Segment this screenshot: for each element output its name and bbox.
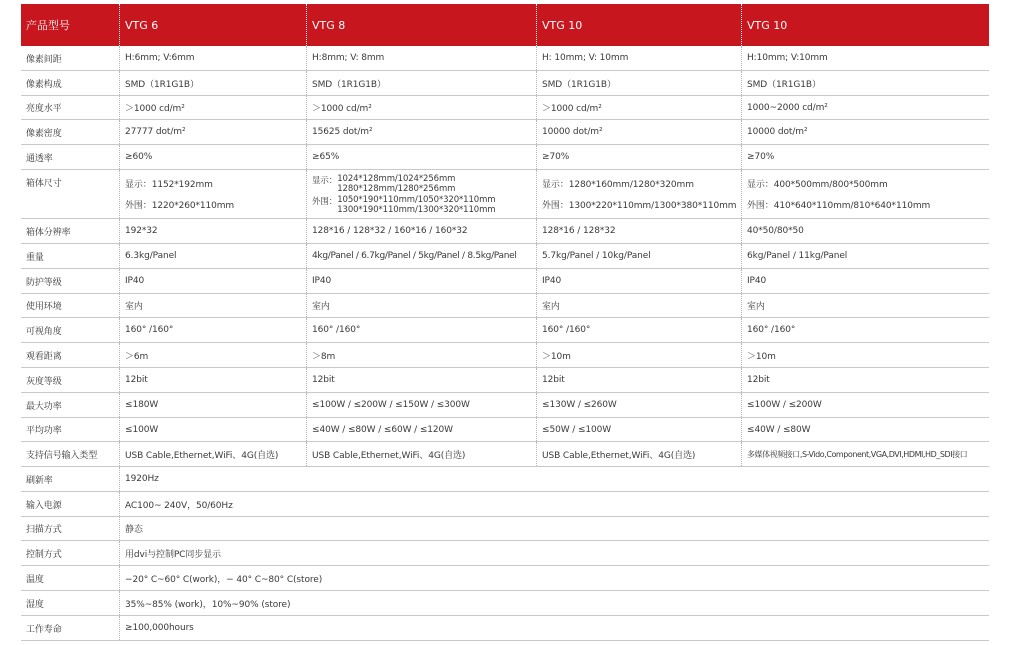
cell-value: USB Cable,Ethernet,WiFi、4G(自选) [306, 442, 536, 466]
cell-value: 160° /160° [119, 318, 306, 342]
row-weight [21, 244, 989, 269]
row-temperature [21, 566, 989, 591]
cell-value: 1920Hz [119, 467, 989, 491]
row-max-power [21, 393, 989, 418]
row-label: 使用环境 [26, 302, 62, 312]
cell-value: 6.3kg/Panel [119, 244, 306, 268]
cell-value: USB Cable,Ethernet,WiFi、4G(自选) [536, 442, 741, 466]
row-humidity [21, 591, 989, 616]
cell-value: 4kg/Panel / 6.7kg/Panel / 5kg/Panel / 8.5kg/Panel [306, 244, 536, 268]
row-label: 通透率 [26, 153, 53, 164]
row-label: 湿度 [26, 599, 44, 610]
cell-value: ≥70% [741, 145, 989, 169]
row-box-resolution [21, 219, 989, 244]
cell-value: IP40 [741, 269, 989, 293]
header-model-vtg8: VTG 8 [306, 4, 536, 46]
outer-size: 外围：1220*260*110mm [125, 201, 235, 211]
row-label: 温度 [26, 574, 44, 585]
row-control-mode [21, 541, 989, 566]
cell-value: H:6mm; V:6mm [119, 46, 306, 70]
header-model-vtg6: VTG 6 [119, 4, 306, 46]
row-brightness [21, 96, 989, 120]
outer-size-line: 1050*190*110mm/1050*320*110mm [337, 194, 496, 205]
cell-value: 12bit [536, 368, 741, 392]
row-environment [21, 294, 989, 318]
display-size-group [312, 174, 455, 194]
cell-value: H: 10mm; V: 10mm [536, 46, 741, 70]
header-label: 产品型号 [26, 19, 70, 32]
cell-value: 静态 [119, 517, 989, 540]
display-size: 显示：400*500mm/800*500mm [747, 180, 888, 190]
row-label: 亮度水平 [26, 104, 62, 114]
cell-value: 160° /160° [536, 318, 741, 342]
cell-value: 10000 dot/m² [741, 120, 989, 144]
display-size-line: 1024*128mm/1024*256mm [337, 173, 456, 184]
cell-value: IP40 [536, 269, 741, 293]
row-label: 工作寿命 [26, 624, 62, 635]
row-viewing-distance [21, 343, 989, 368]
row-label: 像素密度 [26, 128, 62, 139]
cell-box-size-vtg8 [306, 170, 536, 218]
cell-value: ≤40W / ≤80W [741, 418, 989, 441]
cell-value: 5.7kg/Panel / 10kg/Panel [536, 244, 741, 268]
row-power-input [21, 492, 989, 517]
cell-value: 10000 dot/m² [536, 120, 741, 144]
display-size: 显示：1280*160mm/1280*320mm [542, 180, 694, 190]
cell-value: −20° C~60° C(work)，− 40° C~80° C(store) [119, 566, 989, 590]
cell-value: SMD（1R1G1B） [536, 71, 741, 95]
cell-value: SMD（1R1G1B） [741, 71, 989, 95]
cell-value: H:8mm; V: 8mm [306, 46, 536, 70]
cell-value: 12bit [119, 368, 306, 392]
row-label: 像素构成 [26, 79, 62, 90]
outer-size-group [312, 195, 495, 215]
cell-value: ≤180W [119, 393, 306, 417]
cell-value: SMD（1R1G1B） [119, 71, 306, 95]
cell-value: ≤100W / ≤200W [741, 393, 989, 417]
row-label: 像素间距 [26, 54, 62, 65]
row-label: 防护等级 [26, 277, 62, 288]
cell-value: 128*16 / 128*32 [536, 219, 741, 243]
outer-size: 外围：410*640*110mm/810*640*110mm [747, 201, 931, 211]
display-size: 显示：1152*192mm [125, 180, 213, 190]
cell-value: ≤100W [119, 418, 306, 441]
spec-table [21, 4, 989, 641]
outer-size-line: 1300*190*110mm/1300*320*110mm [337, 204, 496, 215]
row-avg-power [21, 418, 989, 442]
cell-value: 192*32 [119, 219, 306, 243]
cell-value: H:10mm; V:10mm [741, 46, 989, 70]
cell-value: ＞10m [741, 343, 989, 367]
row-lifespan [21, 616, 989, 641]
row-label: 重量 [26, 252, 44, 263]
row-grayscale [21, 368, 989, 393]
cell-value: 室内 [536, 294, 741, 317]
row-label: 输入电源 [26, 500, 62, 511]
cell-box-size-vtg10-b [741, 170, 989, 218]
row-box-size [21, 170, 989, 219]
cell-value: ＞1000 cd/m² [119, 96, 306, 119]
display-size-line: 1280*128mm/1280*256mm [337, 183, 456, 194]
row-pixel-density [21, 120, 989, 145]
row-viewing-angle [21, 318, 989, 343]
outer-prefix: 外围： [312, 196, 338, 207]
cell-value: ＞1000 cd/m² [306, 96, 536, 119]
row-label: 箱体分辨率 [26, 227, 71, 238]
cell-value: IP40 [119, 269, 306, 293]
cell-value: 1000~2000 cd/m² [741, 96, 989, 119]
cell-value: ＞1000 cd/m² [536, 96, 741, 119]
outer-size: 外围：1300*220*110mm/1300*380*110mm [542, 201, 737, 211]
row-transparency [21, 145, 989, 170]
cell-value: 12bit [741, 368, 989, 392]
cell-value: ≥60% [119, 145, 306, 169]
row-label: 平均功率 [26, 426, 62, 436]
cell-value: 多媒体视频接口,S-Vido,Component,VGA,DVI,HDMI,HD_SDI接口 [741, 442, 989, 466]
cell-value: 160° /160° [306, 318, 536, 342]
row-label: 灰度等级 [26, 376, 62, 387]
table-header [21, 4, 989, 46]
cell-value: ＞8m [306, 343, 536, 367]
cell-value: ≤100W / ≤200W / ≤150W / ≤300W [306, 393, 536, 417]
cell-value: ≥65% [306, 145, 536, 169]
cell-value: USB Cable,Ethernet,WiFi、4G(自选) [119, 442, 306, 466]
cell-value: ≤50W / ≤100W [536, 418, 741, 441]
row-label: 扫描方式 [26, 525, 62, 535]
cell-value: 用dvi与控制PC同步显示 [119, 541, 989, 565]
cell-value: IP40 [306, 269, 536, 293]
row-signal-input [21, 442, 989, 467]
cell-value: 室内 [306, 294, 536, 317]
row-label: 支持信号输入类型 [26, 450, 98, 461]
row-refresh-rate [21, 467, 989, 492]
row-label: 刷新率 [26, 475, 53, 486]
row-label: 控制方式 [26, 549, 62, 560]
header-model-vtg10-b: VTG 10 [741, 4, 989, 46]
cell-value: ≥70% [536, 145, 741, 169]
cell-value: SMD（1R1G1B） [306, 71, 536, 95]
cell-value: 室内 [119, 294, 306, 317]
cell-value: ＞10m [536, 343, 741, 367]
row-label: 观看距离 [26, 351, 62, 362]
cell-value: 128*16 / 128*32 / 160*16 / 160*32 [306, 219, 536, 243]
cell-value: 室内 [741, 294, 989, 317]
row-pixel-pitch [21, 46, 989, 71]
cell-value: 40*50/80*50 [741, 219, 989, 243]
cell-value: ＞6m [119, 343, 306, 367]
cell-value: ≤40W / ≤80W / ≤60W / ≤120W [306, 418, 536, 441]
row-protection [21, 269, 989, 294]
row-label: 可视角度 [26, 326, 62, 337]
cell-value: 160° /160° [741, 318, 989, 342]
display-prefix: 显示： [312, 175, 338, 186]
cell-value: 12bit [306, 368, 536, 392]
cell-box-size-vtg6 [119, 170, 306, 218]
header-model-vtg10: VTG 10 [536, 4, 741, 46]
row-pixel-composition [21, 71, 989, 96]
cell-value: 35%~85% (work)，10%~90% (store) [119, 591, 989, 615]
row-label: 最大功率 [26, 401, 62, 412]
cell-value: AC100~ 240V，50/60Hz [119, 492, 989, 516]
cell-value: 6kg/Panel / 11kg/Panel [741, 244, 989, 268]
cell-value: 15625 dot/m² [306, 120, 536, 144]
row-label: 箱体尺寸 [26, 179, 62, 189]
cell-value: 27777 dot/m² [119, 120, 306, 144]
row-scan-mode [21, 517, 989, 541]
cell-box-size-vtg10 [536, 170, 741, 218]
cell-value: ≥100,000hours [119, 616, 989, 640]
cell-value: ≤130W / ≤260W [536, 393, 741, 417]
